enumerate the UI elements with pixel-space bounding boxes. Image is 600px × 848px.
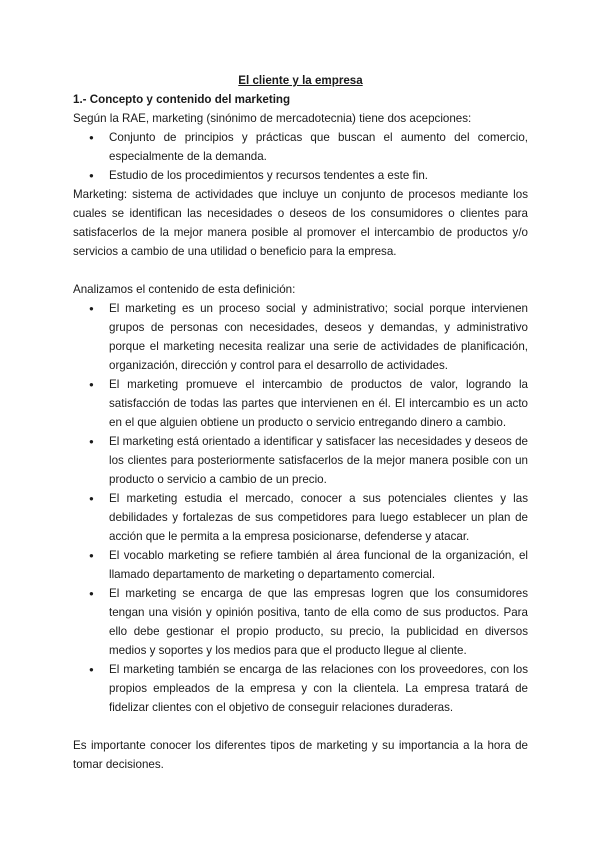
document-page bbox=[73, 71, 528, 774]
document-title: El cliente y la empresa bbox=[238, 74, 363, 87]
definitions-list bbox=[73, 128, 528, 185]
analysis-intro-paragraph: Analizamos el contenido de esta definición: bbox=[73, 283, 296, 296]
list-item: ● Estudio de los procedimientos y recursos tendentes a este fin. bbox=[73, 166, 528, 185]
spacer bbox=[73, 717, 528, 736]
list-item: ● El vocablo marketing se refiere también al área funcional de la organización, el llamado departamento de marketing o departamento comercial. bbox=[73, 546, 528, 584]
list-item: ● El marketing está orientado a identificar y satisfacer las necesidades y deseos de los clientes para posteriormente satisfacerlos de la mejor manera posible con un producto o servicio a cambio de un precio. bbox=[73, 432, 528, 489]
list-item: ● El marketing promueve el intercambio de productos de valor, logrando la satisfacción de todas las partes que intervienen en él. El intercambio es un acto en el que alguien obtiene un producto o servicio entregando dinero a cambio. bbox=[73, 375, 528, 432]
list-item: ● El marketing también se encarga de las relaciones con los proveedores, con los propios empleados de la empresa y con la clientela. La empresa tratará de fidelizar clientes con el objetivo de conseguir relaciones duraderas. bbox=[73, 660, 528, 717]
list-item: ● El marketing es un proceso social y administrativo; social porque intervienen grupos de personas con necesidades, deseos y demandas, y administrativo porque el marketing necesita realizar una serie de actividades de planificación, organización, dirección y control para el desarrollo de actividades. bbox=[73, 299, 528, 375]
list-item: ● Conjunto de principios y prácticas que buscan el aumento del comercio, especialmente de la demanda. bbox=[73, 128, 528, 166]
conclusion-paragraph: Es importante conocer los diferentes tipos de marketing y su importancia a la hora de tomar decisiones. bbox=[73, 739, 528, 771]
section-heading: 1.- Concepto y contenido del marketing bbox=[73, 93, 291, 106]
intro-paragraph: Según la RAE, marketing (sinónimo de mercadotecnia) tiene dos acepciones: bbox=[73, 112, 472, 125]
list-item: ● El marketing estudia el mercado, conocer a sus potenciales clientes y las debilidades y fortalezas de sus competidores para luego establecer un plan de acción que le permita a la empresa posicionarse, defenderse y atacar. bbox=[73, 489, 528, 546]
spacer bbox=[73, 261, 528, 280]
marketing-definition-paragraph: Marketing: sistema de actividades que incluye un conjunto de procesos mediante los cuales se identifican las necesidades o deseos de los consumidores o clientes para satisfacerlos de la mejor manera posible al promover el intercambio de productos y/o servicios a cambio de una utilidad o beneficio para la empresa. bbox=[73, 188, 528, 258]
list-item: ● El marketing se encarga de que las empresas logren que los consumidores tengan una visión y opinión positiva, tanto de ella como de sus productos. Para ello debe gestionar el propio producto, su precio, la publicidad en diversos medios y soportes y los medios para que el producto llegue al cliente. bbox=[73, 584, 528, 660]
analysis-list bbox=[73, 299, 528, 717]
